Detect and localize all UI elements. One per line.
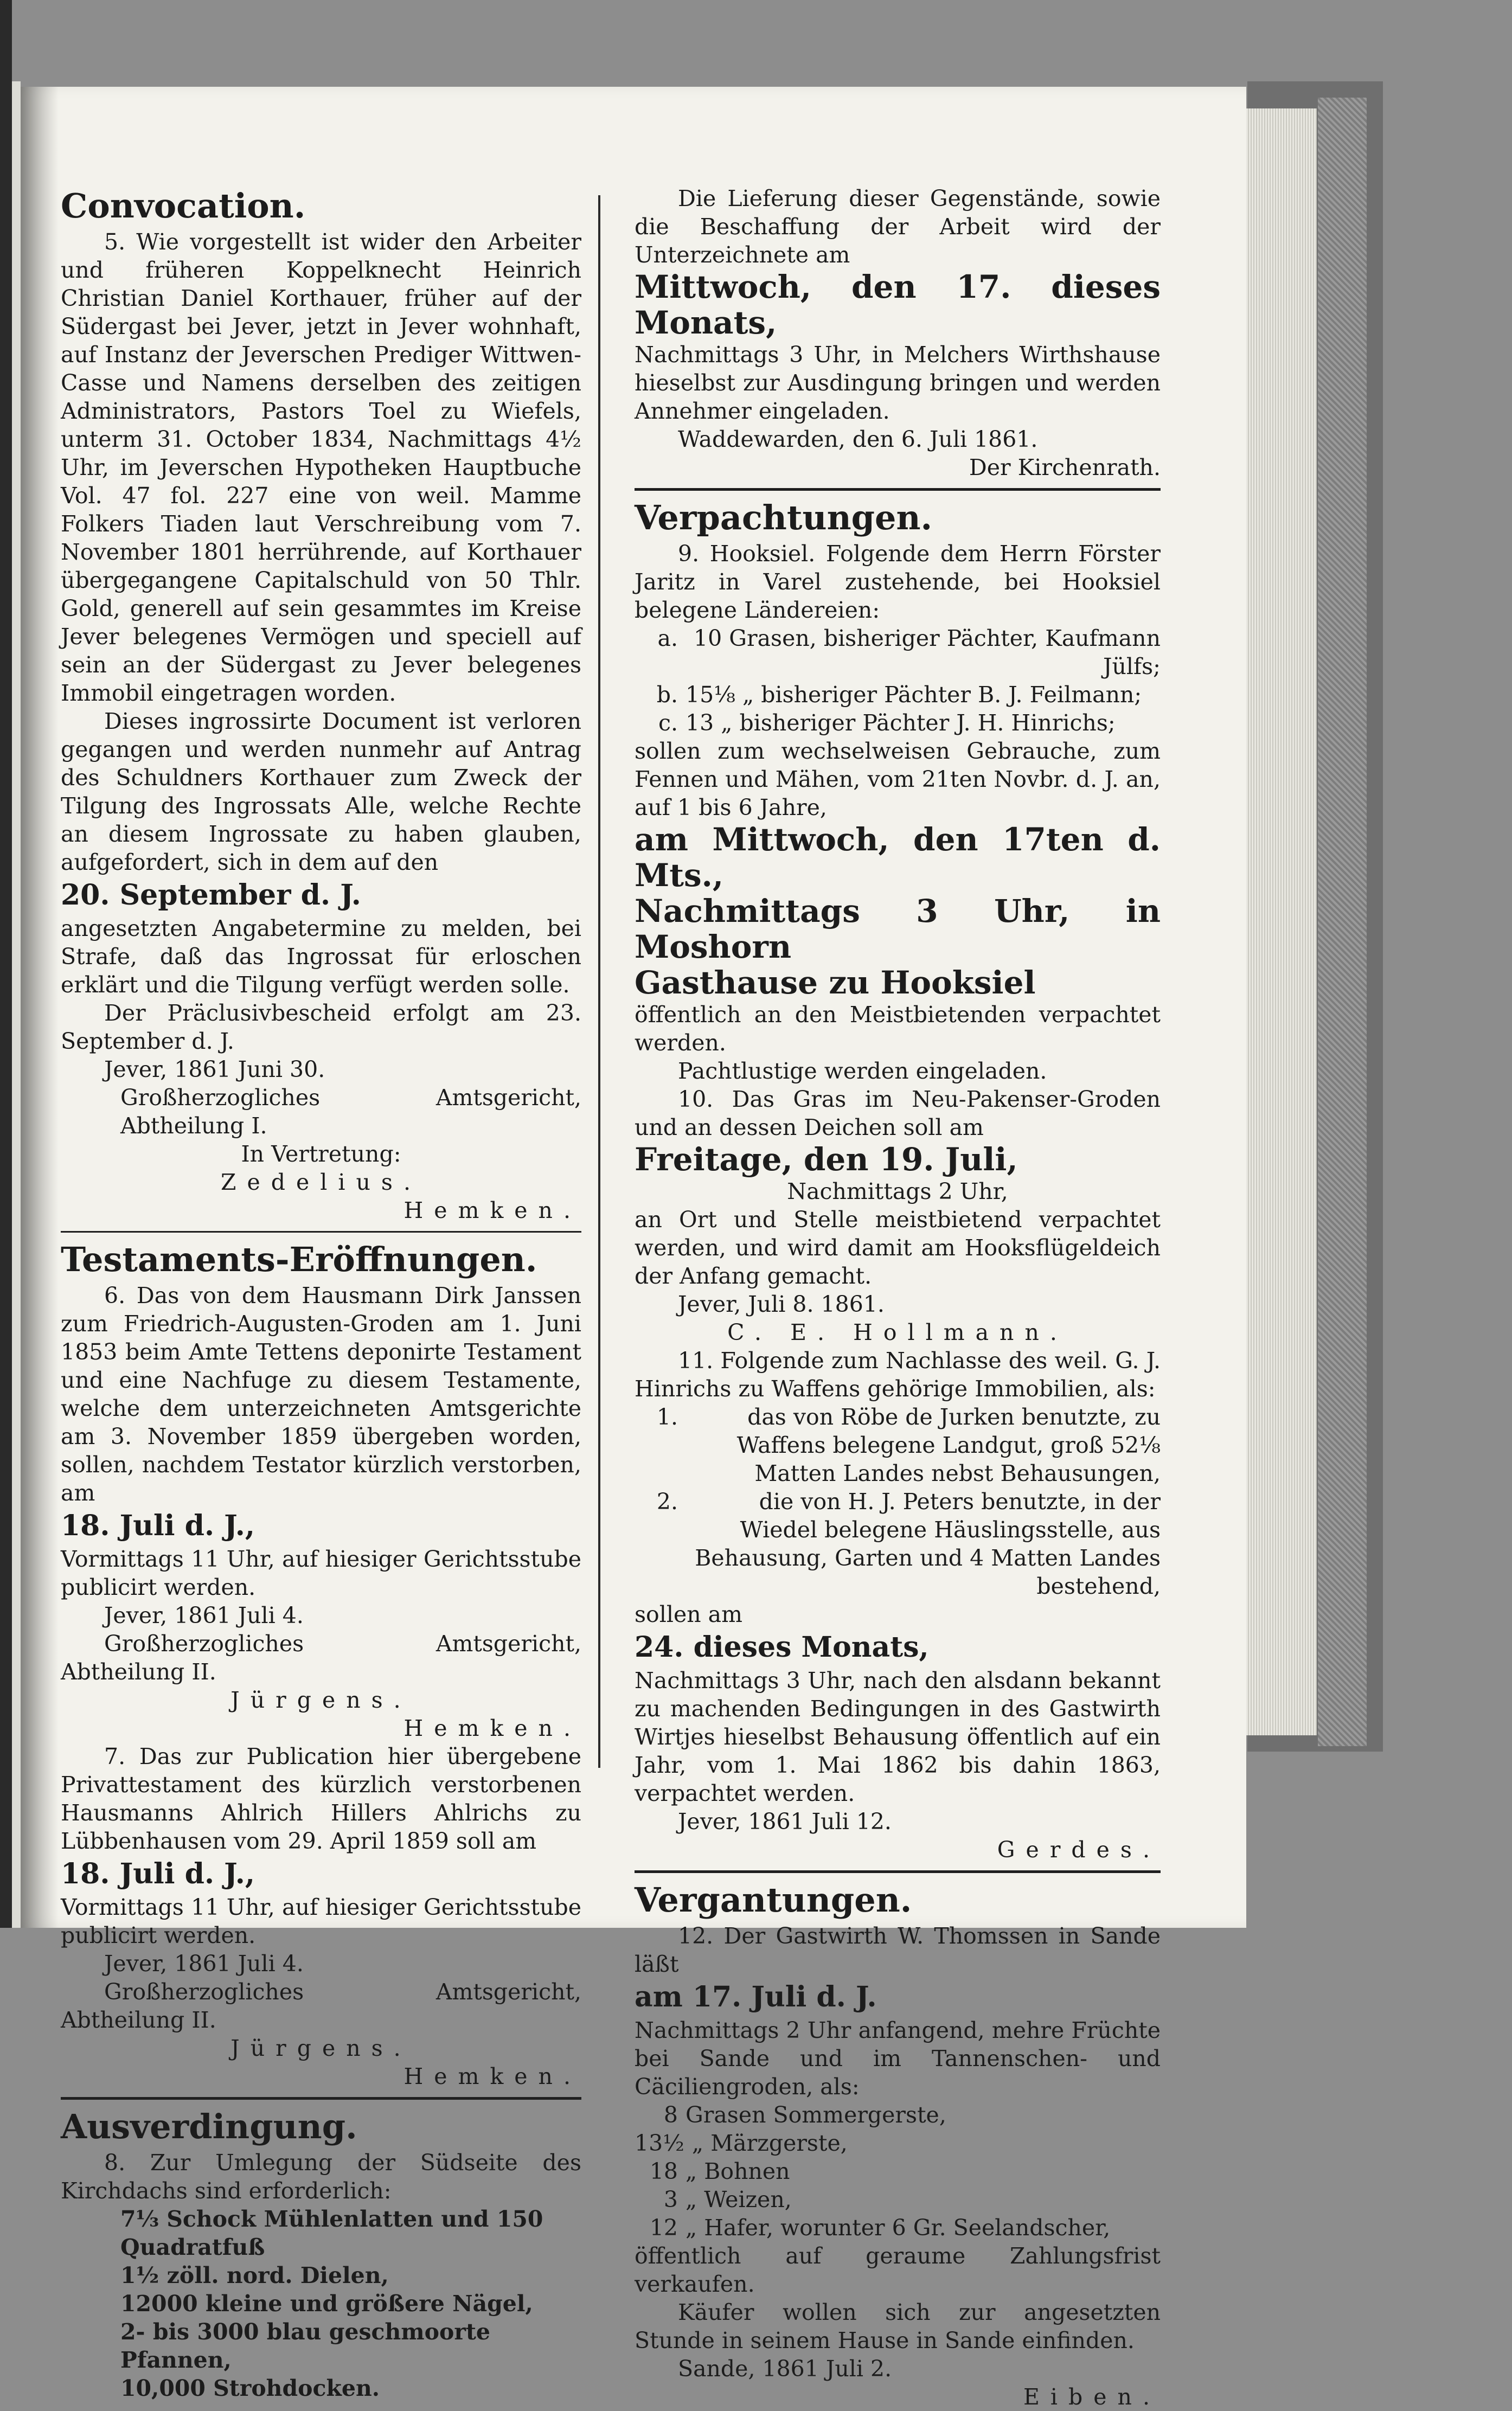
page-stack [1246,108,1317,1735]
convocation-place: Jever, 1861 Juni 30. [104,1056,325,1082]
verpachtung-9-text: 9. Hooksiel. Folgende dem Herrn Förster Jaritz in Varel zustehende, bei Hooksiel belegene Ländereien: [635,541,1161,623]
book-cover-left [0,0,12,1928]
testament-signature-1b: Hemken. [403,1715,581,1741]
ausverdingung-heading: Ausverdingung. [61,2107,357,2146]
convocation-heading: Convocation. [61,186,306,226]
column-rule [598,195,600,1768]
verpachtung-10-place: Jever, Juli 8. 1861. [678,1291,885,1317]
list-item: c. 13 „ bisheriger Pächter J. H. Hinrichs; [658,710,1116,736]
page-gutter-shadow [21,87,59,1928]
list-item: 1½ zöll. nord. Dielen, [120,2262,389,2288]
testament-text-1: 6. Das von dem Hausmann Dirk Janssen zum Friedrich-Augusten-Groden am 1. Juni 1853 beim Amte Tettens deponirte Testament und eine Nachfuge zu diesem Testamente, welche dem unterzeichneten Amtsgerichte am 3. November 1859 übergeben worden, sollen, nachdem Testator kürzlich verstorben, am [61,1283,581,1506]
ausverdingung-text: 8. Zur Umlegung der Südseite des Kirchdachs sind erforderlich: [61,2150,581,2204]
vergantung-12-text: 12. Der Gastwirth W. Thomssen in Sande läßt [635,1923,1161,1977]
convocation-court: Großherzogliches Amtsgericht, Abtheilung I. [120,1085,581,1139]
list-item: 2. die von H. J. Peters benutzte, in der Wiedel belegene Häuslingsstelle, aus Behausung, Garten und 4 Matten Landes bestehend, [656,1489,1161,1599]
list-item: 12000 kleine und größere Nägel, [120,2291,533,2317]
lieferung-signature: Der Kirchenrath. [969,454,1161,480]
testament-signature-1a: Jürgens. [230,1687,412,1713]
testament-signature-2b: Hemken. [403,2063,581,2089]
testament-date-1: 18. Juli d. J., [61,1509,255,1542]
vergantung-12-text-4: Käufer wollen sich zur angesetzten Stunde in seinem Hause in Sande einfinden. [635,2299,1161,2354]
verpachtung-11-text-2: sollen am [635,1601,742,1627]
lieferung-place: Waddewarden, den 6. Juli 1861. [678,426,1038,452]
convocation-text-2: Dieses ingrossirte Document ist verloren gegangen und werden nunmehr auf Antrag des Schuldners Korthauer zum Zweck der Tilgung des Ingrossats Alle, welche Rechte an diesem Ingrossate zu haben glauben, aufgefordert, sich in dem auf den [61,708,581,875]
left-page-edge [12,81,21,1928]
convocation-date: 20. September d. J. [61,879,361,912]
testament-text-3: 7. Das zur Publication hier übergebene Privattestament des kürzlich verstorbenen Hausmanns Ahlrich Hillers Ahlrichs zu Lübbenhausen vom 29. April 1859 soll am [61,1743,581,1854]
list-item: 18 „ Bohnen [649,2158,790,2184]
list-item: 1. das von Röbe de Jurken benutzte, zu Waffens belegene Landgut, groß 52⅛ Matten Landes nebst Behausungen, [656,1404,1161,1486]
vergantung-12-date: am 17. Juli d. J. [635,1980,877,2014]
verpachtung-10-date: Freitage, den 19. Juli, [635,1141,1018,1178]
verpachtung-10-text: 10. Das Gras im Neu-Pakenser-Groden und an dessen Deichen soll am [635,1086,1161,1140]
list-item: 8 Grasen Sommergerste, [663,2102,946,2128]
verpachtung-11-signature: Gerdes. [997,1837,1161,1863]
book-board-edge [1318,98,1367,1746]
vergantung-12-text-3: öffentlich auf geraume Zahlungsfrist verkaufen. [635,2243,1161,2297]
testament-text-2: Vormittags 11 Uhr, auf hiesiger Gerichtsstube publicirt werden. [61,1546,581,1600]
vergantungen-heading: Vergantungen. [635,1880,912,1920]
testament-place-2: Jever, 1861 Juli 4. [104,1951,304,1977]
verpachtung-11-list [635,1403,1161,1600]
lieferung-text-2: Nachmittags 3 Uhr, in Melchers Wirthshause hieselbst zur Ausdingung bringen und werden Annehmer eingeladen. [635,342,1161,424]
section-rule [61,1231,581,1233]
verpachtung-11-text-3: Nachmittags 3 Uhr, nach den alsdann bekannt zu machenden Bedingungen in des Gastwirth Wirtjes hieselbst Behausung öffentlich auf ein Jahr, vom 1. Mai 1862 bis dahin 1863, verpachtet werden. [635,1668,1161,1806]
vergantung-12-list [635,2101,1161,2242]
verpachtung-9-text-2: sollen zum wechselweisen Gebrauche, zum Fennen und Mähen, vom 21ten Novbr. d. J. an, auf 1 bis 6 Jahre, [635,738,1161,820]
verpachtung-11-place: Jever, 1861 Juli 12. [678,1809,892,1835]
list-item: 12 „ Hafer, worunter 6 Gr. Seelandscher, [649,2215,1111,2241]
verpachtung-11-text: 11. Folgende zum Nachlasse des weil. G. J. Hinrichs zu Waffens gehörige Immobilien, als: [635,1348,1161,1402]
list-item: 13½ „ Märzgerste, [635,2130,848,2156]
list-item: 10,000 Strohdocken. [120,2375,380,2401]
verpachtung-11-date: 24. dieses Monats, [635,1631,929,1664]
list-item: 2- bis 3000 blau geschmoorte Pfannen, [120,2319,491,2373]
testament-court-1: Großherzogliches Amtsgericht, Abtheilung II. [61,1631,581,1685]
vergantung-12-text-2: Nachmittags 2 Uhr anfangend, mehre Früchte bei Sande und im Tannenschen- und Cäciliengroden, als: [635,2017,1161,2100]
lieferung-text: Die Lieferung dieser Gegenstände, sowie die Beschaffung der Arbeit wird der Unterzeichnete am [635,185,1161,268]
vergantung-12-place: Sande, 1861 Juli 2. [678,2356,892,2382]
convocation-text: 5. Wie vorgestellt ist wider den Arbeiter und früheren Koppelknecht Heinrich Christian Daniel Korthauer, früher auf der Südergast bei Jever, jetzt in Jever wohnhaft, auf Instanz der Jeverschen Prediger Wittwen-Casse und Namens derselben des zeitigen Administrators, Pastors Toel zu Wiefels, unterm 31. October 1834, Nachmittags 4½ Uhr, im Jeverschen Hypotheken Hauptbuche Vol. 47 fol. 227 eine von weil. Mamme Folkers Tiaden laut Verschreibung vom 7. November 1801 herrührende, auf Korthauer übergegangene Capitalschuld von 50 Thlr. Gold, generell auf sein gesammtes im Kreise Jever belegenes Vermögen und speciell auf sein an der Südergast zu Jever belegenes Immobil eingetragen worden. [61,229,581,706]
testament-heading: Testaments-Eröffnungen. [61,1240,537,1279]
list-item: 7⅓ Schock Mühlenlatten und 150 Quadratfuß [120,2206,543,2260]
verpachtung-9-location: Gasthause zu Hooksiel [635,964,1036,1001]
verpachtungen-heading: Verpachtungen. [635,498,933,537]
verpachtung-9-date: am Mittwoch, den 17ten d. Mts., [635,821,1161,894]
verpachtung-9-text-3: öffentlich an den Meistbietenden verpachtet werden. [635,1002,1161,1056]
verpachtung-9-list [635,624,1161,737]
testament-court-2: Großherzogliches Amtsgericht, Abtheilung II. [61,1979,581,2033]
testament-place-1: Jever, 1861 Juli 4. [104,1602,304,1628]
verpachtung-10-time: Nachmittags 2 Uhr, [787,1178,1008,1204]
testament-signature-2a: Jürgens. [230,2035,412,2061]
list-item: 3 „ Weizen, [663,2186,792,2213]
lieferung-date: Mittwoch, den 17. dieses Monats, [635,268,1161,341]
right-column [635,184,1161,2411]
ausverdingung-list [61,2205,581,2402]
section-rule [61,2097,581,2100]
list-item: a. 10 Grasen, bisheriger Pächter, Kaufmann Jülfs; [657,625,1161,679]
convocation-text-3: angesetzten Angabetermine zu melden, bei Strafe, daß das Ingrossat für erloschen erklärt und die Tilgung verfügt werden solle. [61,915,581,998]
convocation-signature-2: Hemken. [403,1197,581,1223]
verpachtung-10-signature: C. E. Hollmann. [727,1319,1068,1345]
vergantung-12-signature: Eiben. [1023,2384,1161,2410]
section-rule [635,1870,1161,1873]
left-column [61,184,581,2402]
verpachtung-9-text-4: Pachtlustige werden eingeladen. [678,1058,1047,1084]
convocation-signature: Zedelius. [221,1169,421,1195]
testament-text-4: Vormittags 11 Uhr, auf hiesiger Gerichtsstube publicirt werden. [61,1894,581,1948]
verpachtung-9-time: Nachmittags 3 Uhr, in Moshorn [635,893,1161,965]
convocation-vertretung: In Vertretung: [241,1141,401,1167]
list-item: b. 15⅛ „ bisheriger Pächter B. J. Feilmann; [656,682,1142,708]
convocation-text-4: Der Präclusivbescheid erfolgt am 23. September d. J. [61,1000,581,1054]
testament-date-2: 18. Juli d. J., [61,1857,255,1890]
verpachtung-10-text-2: an Ort und Stelle meistbietend verpachtet werden, und wird damit am Hooksflügeldeich der Anfang gemacht. [635,1207,1161,1289]
section-rule [635,488,1161,491]
